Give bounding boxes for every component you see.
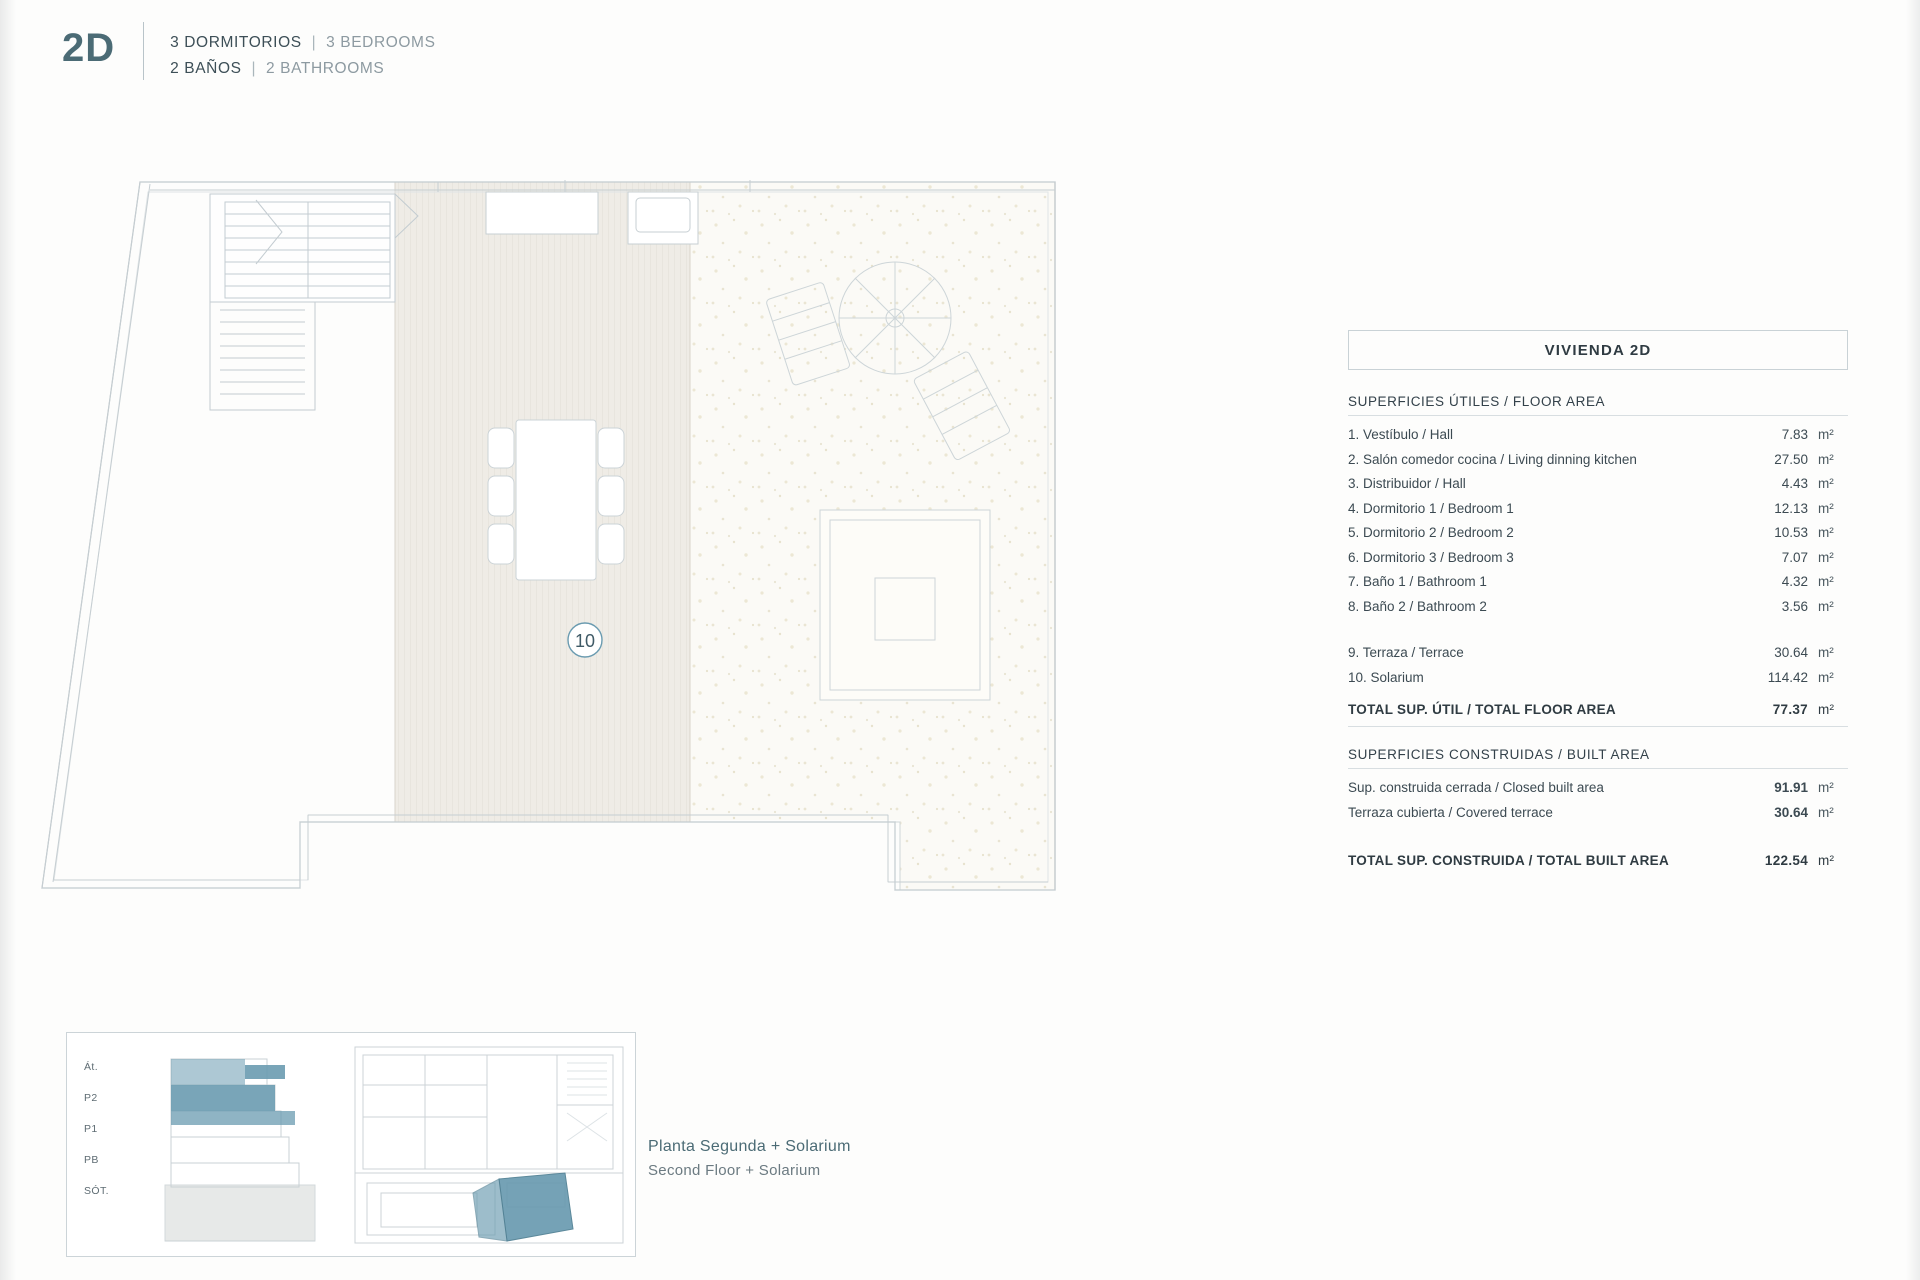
level-label: PB <box>84 1154 99 1166</box>
built-area-value: 91.91 <box>1774 780 1808 795</box>
bathrooms-es: 2 BAÑOS <box>170 60 242 77</box>
built-area-section <box>1348 747 1848 877</box>
built-area-value: 30.64 <box>1774 804 1808 820</box>
area-value: 27.50 <box>1774 451 1808 467</box>
area-label: 3. Distribuidor / Hall <box>1348 476 1466 491</box>
area-unit: m² <box>1818 598 1834 614</box>
total-built-area-value: 122.54 <box>1764 853 1808 868</box>
floor-caption-en: Second Floor + Solarium <box>648 1162 821 1179</box>
level-label: Át. <box>84 1061 99 1073</box>
built-area-heading: SUPERFICIES CONSTRUIDAS / BUILT AREA <box>1348 747 1848 769</box>
floor-caption-es: Planta Segunda + Solarium <box>648 1138 851 1155</box>
area-label: 8. Baño 2 / Bathroom 2 <box>1348 598 1487 614</box>
area-row <box>1348 570 1848 595</box>
level-label: P1 <box>84 1123 98 1135</box>
area-unit: m² <box>1818 549 1834 565</box>
area-label: 2. Salón comedor cocina / Living dinning kitchen <box>1348 451 1637 467</box>
built-area-label: Sup. construida cerrada / Closed built area <box>1348 780 1604 795</box>
total-floor-area-unit: m² <box>1818 702 1835 717</box>
area-label: 9. Terraza / Terrace <box>1348 645 1464 660</box>
area-label: 6. Dormitorio 3 / Bedroom 3 <box>1348 549 1514 565</box>
unit-code: 2D <box>62 26 116 70</box>
bedrooms-es: 3 DORMITORIOS <box>170 34 302 51</box>
key-plan <box>66 1032 636 1257</box>
total-floor-area-value: 77.37 <box>1772 702 1808 717</box>
total-built-area-row <box>1348 841 1848 877</box>
bedrooms-line <box>170 30 435 56</box>
area-unit: m² <box>1818 525 1834 540</box>
page-edge-left-shadow <box>0 0 16 1280</box>
area-row <box>1348 666 1848 691</box>
floor-plan-drawing <box>20 170 1320 1040</box>
built-area-unit: m² <box>1818 780 1834 795</box>
area-value: 4.32 <box>1781 574 1808 589</box>
total-floor-area-label: TOTAL SUP. ÚTIL / TOTAL FLOOR AREA <box>1348 702 1616 717</box>
section-spacer <box>1348 825 1848 841</box>
area-label: 1. Vestíbulo / Hall <box>1348 427 1454 442</box>
area-unit: m² <box>1818 500 1834 516</box>
area-unit: m² <box>1818 451 1834 467</box>
area-value: 10.53 <box>1774 525 1808 540</box>
area-row <box>1348 497 1848 522</box>
svg-text:10: 10 <box>574 631 596 651</box>
area-row <box>1348 472 1848 497</box>
area-label: 5. Dormitorio 2 / Bedroom 2 <box>1348 525 1514 540</box>
bathrooms-line <box>170 56 435 82</box>
bathrooms-separator: | <box>251 60 257 77</box>
area-label: 4. Dormitorio 1 / Bedroom 1 <box>1348 500 1514 516</box>
area-unit: m² <box>1818 427 1834 442</box>
floor-area-heading: SUPERFICIES ÚTILES / FLOOR AREA <box>1348 394 1848 416</box>
room-marker-10 <box>568 623 602 657</box>
area-row <box>1348 641 1848 666</box>
header-divider <box>143 22 144 80</box>
panel-title: VIVIENDA 2D <box>1348 330 1848 370</box>
page-header <box>62 22 436 82</box>
area-row <box>1348 546 1848 571</box>
section-spacer <box>1348 619 1848 641</box>
area-label: 10. Solarium <box>1348 669 1424 685</box>
area-row <box>1348 521 1848 546</box>
bedrooms-en: 3 BEDROOMS <box>326 34 436 51</box>
area-value: 12.13 <box>1774 500 1808 516</box>
key-plan-level-labels <box>84 1052 126 1207</box>
area-unit: m² <box>1818 669 1834 685</box>
area-value: 114.42 <box>1767 669 1808 685</box>
built-area-row <box>1348 776 1848 801</box>
built-area-label: Terraza cubierta / Covered terrace <box>1348 804 1553 820</box>
floor-caption <box>648 1135 851 1182</box>
total-built-area-unit: m² <box>1818 853 1835 868</box>
areas-panel <box>1348 330 1848 877</box>
header-subtitles <box>170 22 435 82</box>
area-unit: m² <box>1818 645 1834 660</box>
built-area-row <box>1348 801 1848 826</box>
area-value: 4.43 <box>1781 476 1808 491</box>
level-label: SÓT. <box>84 1185 109 1197</box>
bathrooms-en: 2 BATHROOMS <box>266 60 385 77</box>
floor-area-section <box>1348 394 1848 727</box>
area-value: 30.64 <box>1774 645 1808 660</box>
built-area-unit: m² <box>1818 804 1834 820</box>
total-built-area-label: TOTAL SUP. CONSTRUIDA / TOTAL BUILT AREA <box>1348 853 1670 868</box>
total-floor-area-row <box>1348 690 1848 727</box>
area-unit: m² <box>1818 574 1834 589</box>
level-label: P2 <box>84 1092 98 1104</box>
area-row <box>1348 423 1848 448</box>
area-value: 7.07 <box>1781 549 1808 565</box>
area-label: 7. Baño 1 / Bathroom 1 <box>1348 574 1487 589</box>
page-edge-right-shadow <box>1906 0 1920 1280</box>
area-value: 7.83 <box>1781 427 1808 442</box>
area-row <box>1348 448 1848 473</box>
area-unit: m² <box>1818 476 1834 491</box>
area-value: 3.56 <box>1781 598 1808 614</box>
bedrooms-separator: | <box>311 34 317 51</box>
area-row <box>1348 595 1848 620</box>
